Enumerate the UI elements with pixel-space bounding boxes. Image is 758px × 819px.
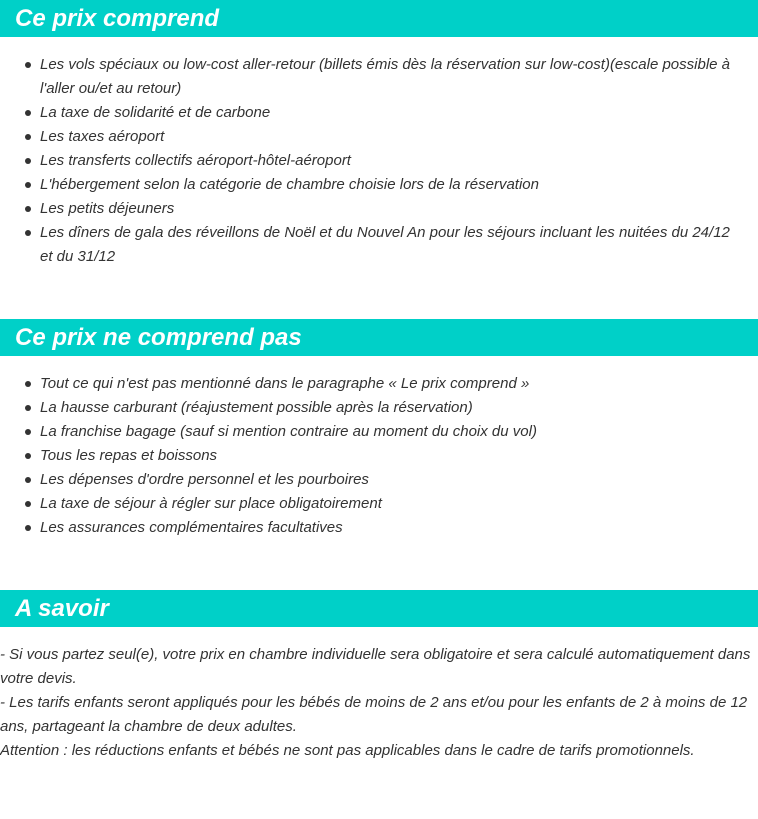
list-item-text: Les transferts collectifs aéroport-hôtel-aéroport [40,152,351,169]
list-item [0,516,758,540]
section-title-included: Ce prix comprend [15,5,220,32]
bullet-icon [25,453,31,459]
bullet-icon [25,381,31,387]
section-header-excluded [0,319,758,356]
list-item [0,101,758,125]
bullet-icon [25,182,31,188]
list-item-text: La taxe de séjour à régler sur place obligatoirement [40,495,382,512]
bullet-icon [25,158,31,164]
section-header-included [0,0,758,37]
list-item [0,53,758,101]
savoir-paragraph: Attention : les réductions enfants et bébés ne sont pas applicables dans le cadre de tarifs promotionnels. [0,742,695,759]
bullet-icon [25,501,31,507]
list-item [0,125,758,149]
list-item [0,197,758,221]
savoir-paragraph: - Si vous partez seul(e), votre prix en chambre individuelle sera obligatoire et sera calculé automatiquement dans votre devis. [0,646,751,687]
bullet-icon [25,429,31,435]
excluded-list [0,372,758,540]
list-item [0,149,758,173]
list-item-text: Les vols spéciaux ou low-cost aller-retour (billets émis dès la réservation sur low-cost)(escale possible à l'aller ou/et au retour) [40,56,731,97]
bullet-icon [25,405,31,411]
included-list [0,53,758,269]
list-item [0,444,758,468]
list-item-text: La franchise bagage (sauf si mention contraire au moment du choix du vol) [40,423,537,440]
list-item-text: Les dîners de gala des réveillons de Noël et du Nouvel An pour les séjours incluant les nuitées du 24/12 et du 31/12 [40,224,730,265]
list-item-text: Tous les repas et boissons [40,447,218,464]
section-title-excluded: Ce prix ne comprend pas [15,324,302,351]
list-item-text: L'hébergement selon la catégorie de chambre choisie lors de la réservation [40,176,539,193]
list-item [0,396,758,420]
savoir-content [0,643,752,763]
section-header-savoir [0,590,758,627]
list-item-text: Les petits déjeuners [40,200,175,217]
list-item [0,372,758,396]
section-title-savoir: A savoir [15,595,109,622]
list-item-text: La taxe de solidarité et de carbone [40,104,271,121]
bullet-icon [25,110,31,116]
bullet-icon [25,62,31,68]
bullet-icon [25,206,31,212]
list-item-text: Les dépenses d'ordre personnel et les pourboires [40,471,369,488]
list-item [0,173,758,197]
bullet-icon [25,525,31,531]
bullet-icon [25,134,31,140]
savoir-paragraph: - Les tarifs enfants seront appliqués pour les bébés de moins de 2 ans et/ou pour les enfants de 2 à moins de 12 ans, partageant la chambre de deux adultes. [0,694,748,735]
list-item [0,221,758,269]
list-item [0,420,758,444]
bullet-icon [25,230,31,236]
bullet-icon [25,477,31,483]
list-item-text: Les assurances complémentaires facultatives [40,519,343,536]
list-item-text: Les taxes aéroport [40,128,165,145]
list-item [0,492,758,516]
list-item-text: Tout ce qui n'est pas mentionné dans le paragraphe « Le prix comprend » [40,375,530,392]
list-item-text: La hausse carburant (réajustement possible après la réservation) [40,399,473,416]
list-item [0,468,758,492]
